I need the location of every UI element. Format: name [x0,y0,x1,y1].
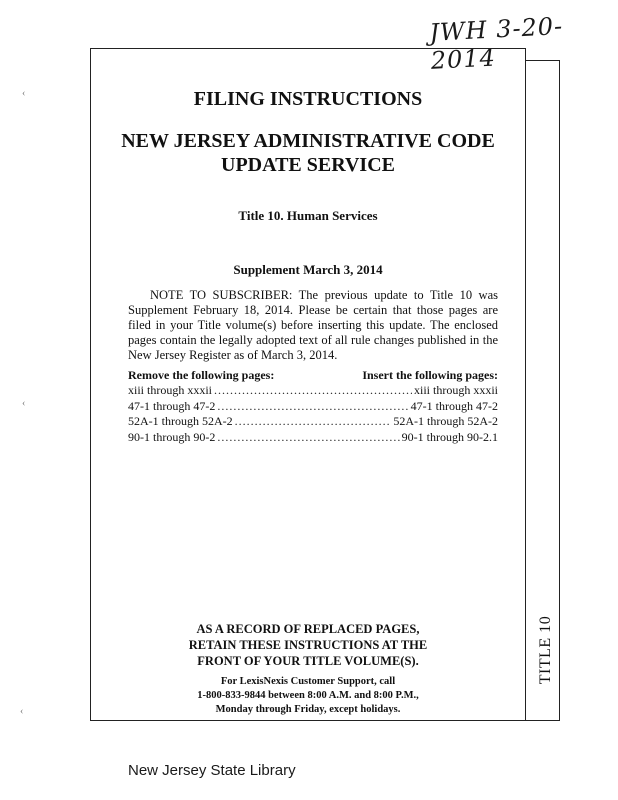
remove-header: Remove the following pages: [128,368,275,382]
heading-line-1: NEW JERSEY ADMINISTRATIVE CODE [121,130,495,152]
table-row [128,430,498,446]
pages-table-header [128,368,498,383]
insert-header: Insert the following pages: [362,368,498,382]
supplement-date: Supplement March 3, 2014 [233,262,383,277]
record-line-3: FRONT OF YOUR TITLE VOLUME(S). [197,654,419,668]
scan-mark: ‹ [20,706,24,717]
remove-pages: 90-1 through 90-2 [128,429,216,444]
pages-table [128,383,498,445]
heading-line-2: UPDATE SERVICE [221,154,395,176]
note-to-subscriber: NOTE TO SUBSCRIBER: The previous update to Title 10 was Supplement February 18, 2014. Please be certain that those pages are filed in your Title volume(s) before inserting this update. The enclosed pages contain the legally adopted text of all rule changes published in the New Jersey Register as of March 3, 2014. [128,288,498,362]
support-line-1: For LexisNexis Customer Support, call [220,676,396,687]
insert-pages: 47-1 through 47-2 [410,398,498,413]
handwritten-initials-date: JWH 3-20-2014 [428,11,564,75]
library-stamp: New Jersey State Library [128,762,296,779]
table-row [128,383,498,399]
support-line-3: Monday through Friday, except holidays. [215,704,401,715]
insert-pages: 90-1 through 90-2.1 [401,429,498,444]
leader-dots [217,430,399,446]
title-subject: Title 10. Human Services [238,208,378,223]
insert-pages: xiii through xxxii [414,383,498,397]
document-title: FILING INSTRUCTIONS [193,88,423,110]
remove-pages: 52A-1 through 52A-2 [128,414,233,428]
insert-pages: 52A-1 through 52A-2 [393,414,498,428]
record-line-1: AS A RECORD OF REPLACED PAGES, [196,622,420,636]
scan-mark: ‹ [22,398,26,409]
side-tab-label-wrap [536,600,556,700]
side-tab-label: TITLE 10 [537,615,555,685]
support-line-2: 1-800-833-9844 between 8:00 A.M. and 8:00 P.M., [197,690,419,701]
remove-pages: 47-1 through 47-2 [128,398,216,413]
record-line-2: RETAIN THESE INSTRUCTIONS AT THE [188,638,428,652]
remove-pages: xiii through xxxii [128,383,212,397]
table-row [128,414,498,430]
scan-mark: ‹ [22,88,26,99]
leader-dots [235,414,392,430]
table-row [128,399,498,415]
leader-dots [214,383,412,399]
record-notice [95,621,521,669]
leader-dots [217,399,408,415]
customer-support [95,675,521,717]
